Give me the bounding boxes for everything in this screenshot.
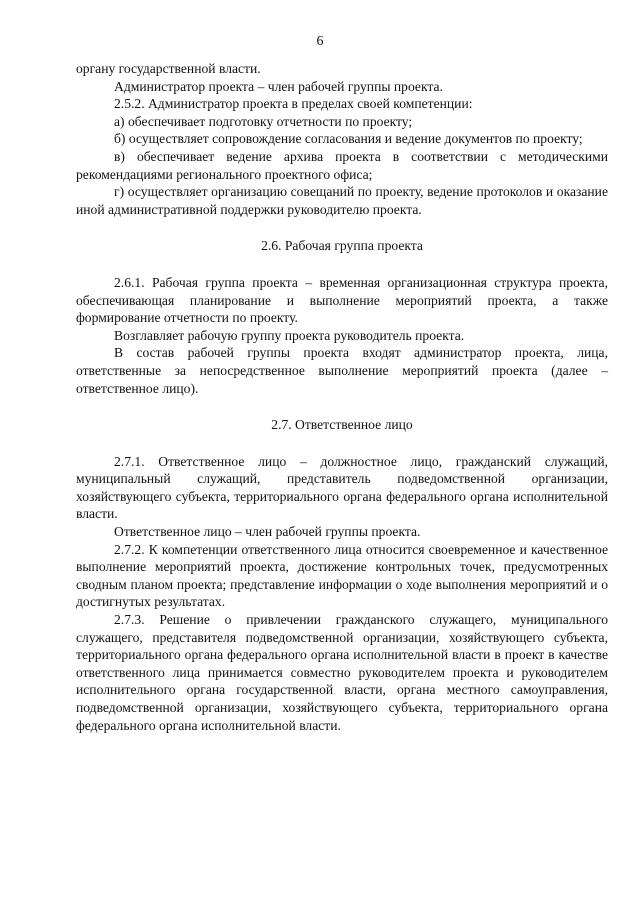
page-number: 6 bbox=[316, 34, 324, 49]
spacer bbox=[76, 218, 608, 237]
paragraph-group-composition: В состав рабочей группы проекта входят администратор проекта, лица, ответственные за непосредственное выполнение мероприятий проекта (далее – ответственное лицо). bbox=[76, 345, 608, 396]
paragraph-2-5-2: 2.5.2. Администратор проекта в пределах своей компетенции: bbox=[114, 96, 473, 112]
paragraph-2-7-1: 2.7.1. Ответственное лицо – должностное лицо, гражданский служащий, муниципальный служащий, представитель подведомственной организации, хозяйствующего субъекта, территориального органа федерального органа исполнительной власти. bbox=[76, 453, 608, 522]
paragraph-2-6-1: 2.6.1. Рабочая группа проекта – временная организационная структура проекта, обеспечивающая планирование и выполнение мероприятий проекта, а также формирование отчетности по проекту. bbox=[76, 274, 608, 326]
paragraph-responsible-member: Ответственное лицо – член рабочей группы проекта. bbox=[114, 524, 421, 540]
document-body bbox=[76, 60, 608, 734]
paragraph-continuation: органу государственной власти. bbox=[76, 61, 261, 76]
spacer bbox=[76, 397, 608, 416]
paragraph-2-7-3: 2.7.3. Решение о привлечении гражданского служащего, муниципального служащего, представителя подведомственной организации, хозяйствующего субъекта, территориального органа федерального органа исполнительной власти в проект в качестве ответственного лица принимается совместно руководителем проекта и руководителем исполнительного органа государственной власти, органа местного самоуправления, подведомственной организации, хозяйствующего субъекта, территориального органа федерального органа исполнительной власти. bbox=[76, 612, 608, 733]
list-item-g: г) осуществляет организацию совещаний по проекту, ведение протоколов и оказание иной административной поддержки руководителю проекта. bbox=[76, 184, 608, 217]
spacer bbox=[76, 434, 608, 453]
section-heading-2-6: 2.6. Рабочая группа проекта bbox=[261, 238, 423, 254]
section-heading-2-7: 2.7. Ответственное лицо bbox=[271, 417, 413, 433]
spacer bbox=[76, 255, 608, 274]
list-item-b: б) осуществляет сопровождение согласования и ведение документов по проекту; bbox=[114, 131, 583, 147]
paragraph-group-head: Возглавляет рабочую группу проекта руководитель проекта. bbox=[114, 327, 465, 343]
list-item-a: а) обеспечивает подготовку отчетности по проекту; bbox=[114, 113, 413, 129]
paragraph-admin-member: Администратор проекта – член рабочей группы проекта. bbox=[114, 78, 443, 94]
paragraph-2-7-2: 2.7.2. К компетенции ответственного лица относится своевременное и качественное выполнение мероприятий проекта, достижение контрольных точек, предусмотренных сводным планом проекта; представление информации о ходе выполнения мероприятий и о достигнутых результатах. bbox=[76, 541, 608, 610]
list-item-v: в) обеспечивает ведение архива проекта в соответствии с методическими рекомендациями регионального проектного офиса; bbox=[76, 148, 608, 182]
